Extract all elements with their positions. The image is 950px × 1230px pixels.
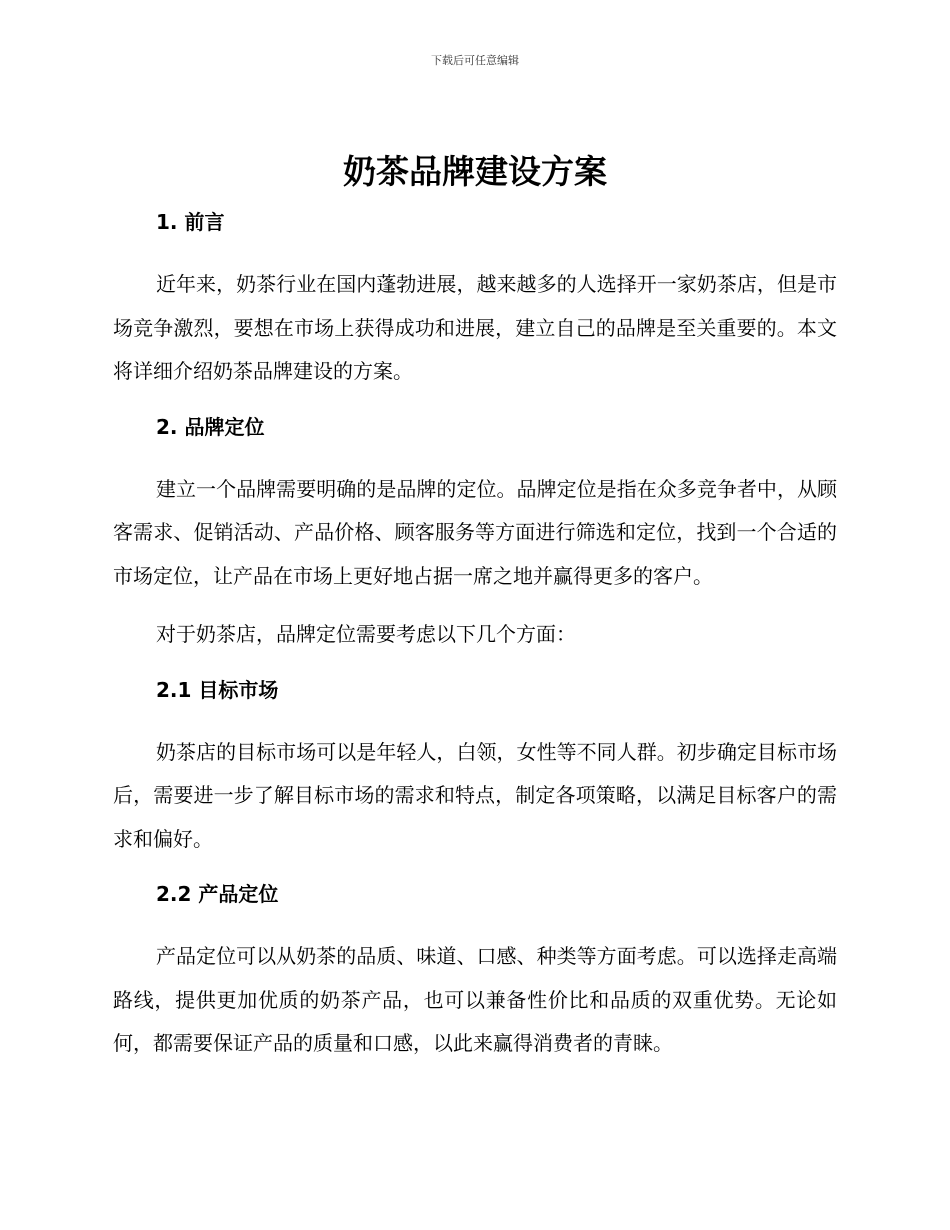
document-title: 奶茶品牌建设方案	[343, 152, 607, 191]
section-heading-product-positioning: 2.2 产品定位	[156, 882, 279, 906]
section-heading-brand-positioning: 2. 品牌定位	[156, 414, 265, 439]
paragraph-brand-positioning: 建立一个品牌需要明确的是品牌的定位。品牌定位是指在众多竞争者中，从顾客需求、促销活动、产品价格、顾客服务等方面进行筛选和定位，找到一个合适的市场定位，让产品在市场上更好地占据一席之地并赢得更多的客户。	[113, 476, 837, 588]
document-body	[113, 204, 837, 1081]
paragraph-target-market: 奶茶店的目标市场可以是年轻人，白领，女性等不同人群。初步确定目标市场后，需要进一步了解目标市场的需求和特点，制定各项策略，以满足目标客户的需求和偏好。	[113, 739, 837, 851]
section-heading-target-market: 2.1 目标市场	[156, 677, 279, 702]
paragraph-brand-positioning-aspects: 对于奶茶店，品牌定位需要考虑以下几个方面：	[156, 622, 576, 646]
section-heading-preface: 1. 前言	[156, 210, 225, 234]
page-header-note: 下载后可任意编辑	[431, 54, 519, 67]
paragraph-preface: 近年来，奶茶行业在国内蓬勃进展，越来越多的人选择开一家奶茶店，但是市场竞争激烈，要想在市场上获得成功和进展，建立自己的品牌是至关重要的。本文将详细介绍奶茶品牌建设的方案。	[113, 272, 837, 383]
paragraph-product-positioning: 产品定位可以从奶茶的品质、味道、口感、种类等方面考虑。可以选择走高端路线，提供更加优质的奶茶产品，也可以兼备性价比和品质的双重优势。无论如何，都需要保证产品的质量和口感，以此来赢得消费者的青睐。	[113, 944, 837, 1055]
